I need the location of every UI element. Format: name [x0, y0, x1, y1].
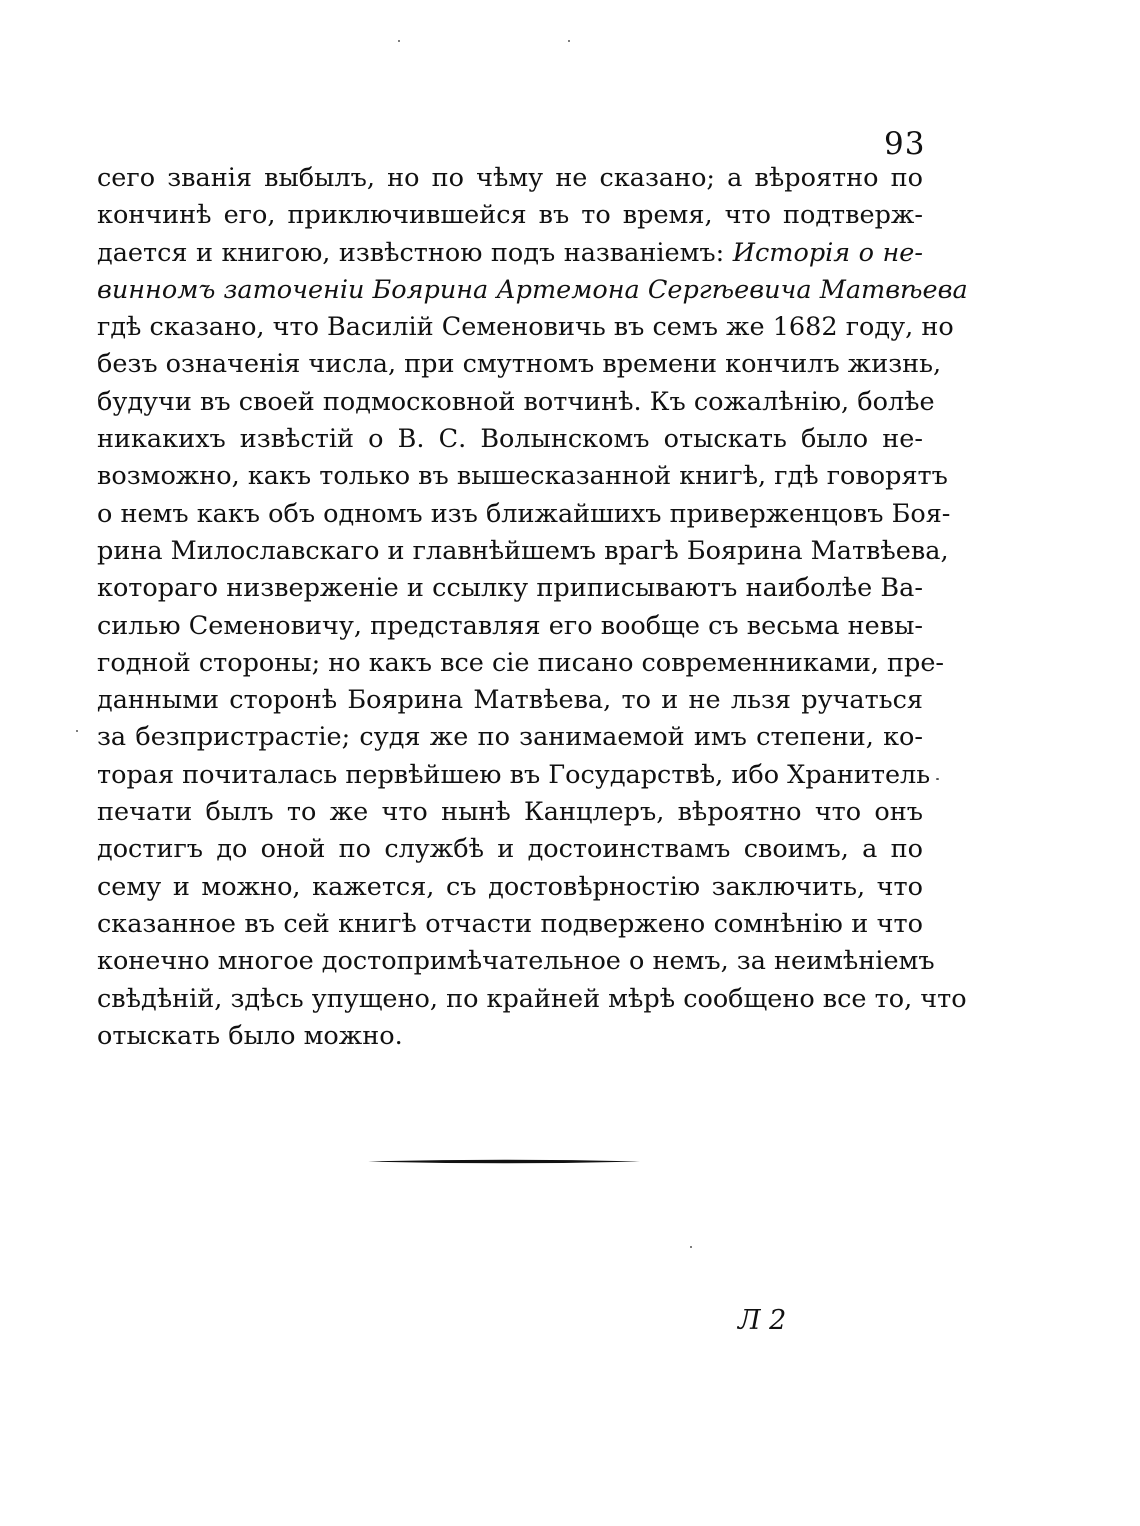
text-line: конечно многое достопримѣчательное о немъ, за неимѣніемъ	[97, 946, 935, 977]
text-line: свѣдѣній, здѣсь упущено, по крайней мѣрѣ сообщено все то, что	[97, 983, 967, 1014]
text-line: возможно, какъ только въ вышесказанной книгѣ, гдѣ говорятъ	[97, 461, 948, 492]
text-line-roman: дается и книгою, извѣстною подъ названіемъ:	[97, 237, 725, 268]
text-line: никакихъ извѣстій о В. С. Волынскомъ отыскать было не-	[97, 424, 923, 455]
book-title-italic: Исторія о не-	[732, 237, 924, 268]
text-line: гдѣ сказано, что Василій Семеновичь въ семъ же 1682 году, но	[97, 312, 954, 343]
text-line: достигъ до оной по службѣ и достоинствамъ своимъ, а по	[97, 834, 923, 865]
text-line: сказанное въ сей книгѣ отчасти подвержено сомнѣнію и что	[97, 908, 923, 939]
text-line: рина Милославскаго и главнѣйшемъ врагѣ Боярина Матвѣева,	[97, 535, 949, 566]
print-speck	[76, 730, 78, 732]
text-line: за безпристрастіе; судя же по занимаемой имъ степени, ко-	[97, 722, 923, 753]
print-speck	[398, 40, 400, 42]
text-line: безъ означенія числа, при смутномъ времени кончилъ жизнь,	[97, 349, 942, 380]
text-line: силью Семеновичу, представляя его вообще съ весьма невы-	[97, 610, 923, 641]
text-line: будучи въ своей подмосковной вотчинѣ. Къ сожалѣнію, болѣе	[97, 386, 935, 417]
text-line: котораго низверженіе и ссылку приписываютъ наиболѣе Ва-	[97, 573, 923, 604]
text-line: годной стороны; но какъ все сіе писано современниками, пре-	[97, 647, 945, 678]
text-line: печати былъ то же что нынѣ Канцлеръ, вѣроятно что онъ	[97, 797, 923, 828]
page-number: 93	[884, 126, 926, 162]
text-line	[97, 235, 923, 272]
text-line: данными сторонѣ Боярина Матвѣева, то и не льзя ручаться	[97, 685, 923, 716]
print-speck	[936, 778, 939, 780]
signature-mark: Л 2	[738, 1305, 787, 1336]
book-title-italic: винномъ заточеніи Боярина Артемона Сергѣевича Матвѣева	[97, 274, 968, 305]
text-line: кончинѣ его, приключившейся въ то время, что подтверж-	[97, 200, 923, 231]
text-line: сего званія выбылъ, но по чѣму не сказано; а вѣроятно по	[97, 163, 923, 193]
print-speck	[568, 40, 570, 42]
end-rule	[368, 1158, 640, 1165]
text-line: о немъ какъ объ одномъ изъ ближайшихъ приверженцовъ Боя-	[97, 498, 951, 529]
text-line: торая почиталась первѣйшею въ Государствѣ, ибо Хранитель	[97, 759, 931, 790]
text-line: отыскать было можно.	[97, 1020, 403, 1051]
body-text	[97, 160, 968, 1055]
print-speck	[690, 1246, 692, 1248]
text-line: сему и можно, кажется, съ достовѣрностію заключить, что	[97, 871, 923, 902]
